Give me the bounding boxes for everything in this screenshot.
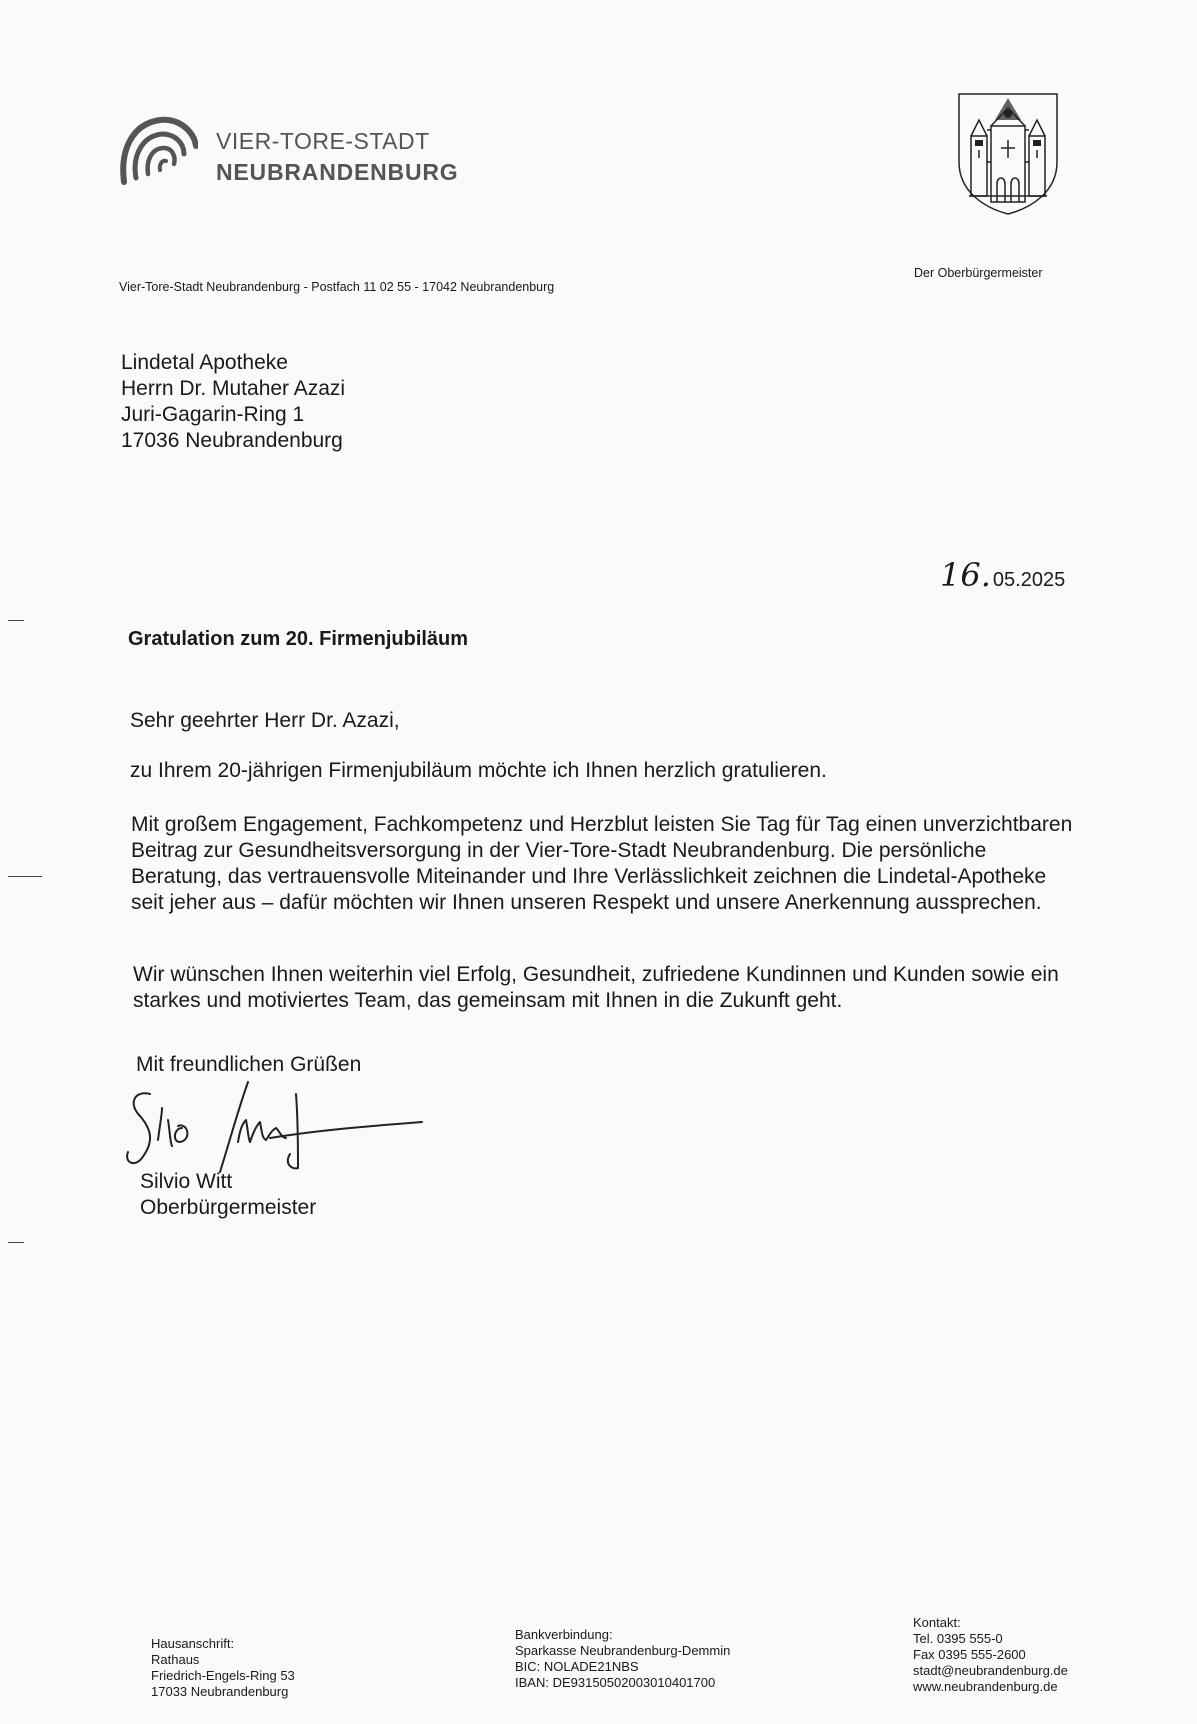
fold-mark (8, 620, 24, 621)
spiral-gate-logo-icon (118, 110, 198, 190)
recipient-line: Lindetal Apotheke (121, 351, 288, 374)
footer-line: IBAN: DE93150502003010401700 (515, 1675, 716, 1690)
return-address: Vier-Tore-Stadt Neubrandenburg - Postfach 11 02 55 - 17042 Neubrandenburg (119, 280, 555, 294)
letter-date (940, 556, 1065, 594)
signer-name: Silvio Witt (140, 1170, 233, 1193)
footer-line: Rathaus (151, 1652, 200, 1667)
footer-line: 17033 Neubrandenburg (151, 1684, 289, 1699)
handwritten-day: 16. (940, 556, 991, 594)
punch-mark (8, 876, 42, 877)
footer-bank (515, 1627, 730, 1691)
recipient-line: 17036 Neubrandenburg (121, 429, 343, 452)
logo-line-2: NEUBRANDENBURG (216, 159, 459, 185)
footer-contact-label: Kontakt: (913, 1615, 961, 1630)
footer-phone: Tel. 0395 555-0 (913, 1631, 1003, 1646)
letter-subject: Gratulation zum 20. Firmenjubiläum (128, 628, 469, 650)
footer-bank-label: Bankverbindung: (515, 1627, 613, 1642)
recipient-line: Herrn Dr. Mutaher Azazi (121, 377, 346, 400)
sender-department: Der Oberbürgermeister (914, 266, 1043, 280)
footer-fax: Fax 0395 555-2600 (913, 1647, 1026, 1662)
footer-line: Friedrich-Engels-Ring 53 (151, 1668, 295, 1683)
body-paragraph-2: Wir wünschen Ihnen weiterhin viel Erfolg, Gesundheit, zufriedene Kundinnen und Kunden sowie ein starkes und motiviertes Team, das gemeinsam mit Ihnen in die Zukunft geht. (133, 963, 1059, 1012)
footer-address-label: Hausanschrift: (151, 1636, 235, 1651)
footer-contact (913, 1615, 1068, 1695)
signer-title: Oberbürgermeister (140, 1196, 317, 1219)
logo-line-1: VIER-TORE-STADT (216, 128, 430, 154)
footer-email-link[interactable]: stadt@neubrandenburg.de (913, 1663, 1068, 1678)
closing-phrase: Mit freundlichen Grüßen (136, 1053, 362, 1076)
intro-sentence: zu Ihrem 20-jährigen Firmenjubiläum möchte ich Ihnen herzlich gratulieren. (130, 759, 827, 782)
footer-line: BIC: NOLADE21NBS (515, 1659, 639, 1674)
body-paragraph-1: Mit großem Engagement, Fachkompetenz und Herzblut leisten Sie Tag für Tag einen unverzichtbaren Beitrag zur Gesundheitsversorgung in der Vier-Tore-Stadt Neubrandenburg. Die persönliche Beratung, das vertrauensvolle Miteinander und Ihre Verlässlichkeit zeichnen die Lindetal-Apotheke seit jeher aus – dafür möchten wir Ihnen unseren Respekt und unsere Anerkennung aussprechen. (131, 813, 1073, 914)
city-coat-of-arms-icon (957, 92, 1059, 216)
recipient-address (121, 350, 345, 454)
salutation: Sehr geehrter Herr Dr. Azazi, (130, 709, 400, 732)
footer-address (151, 1636, 295, 1700)
footer-website-link[interactable]: www.neubrandenburg.de (913, 1679, 1058, 1694)
recipient-line: Juri-Gagarin-Ring 1 (121, 403, 305, 426)
fold-mark (8, 1242, 24, 1243)
printed-date: 05.2025 (992, 569, 1066, 591)
footer-line: Sparkasse Neubrandenburg-Demmin (515, 1643, 731, 1658)
